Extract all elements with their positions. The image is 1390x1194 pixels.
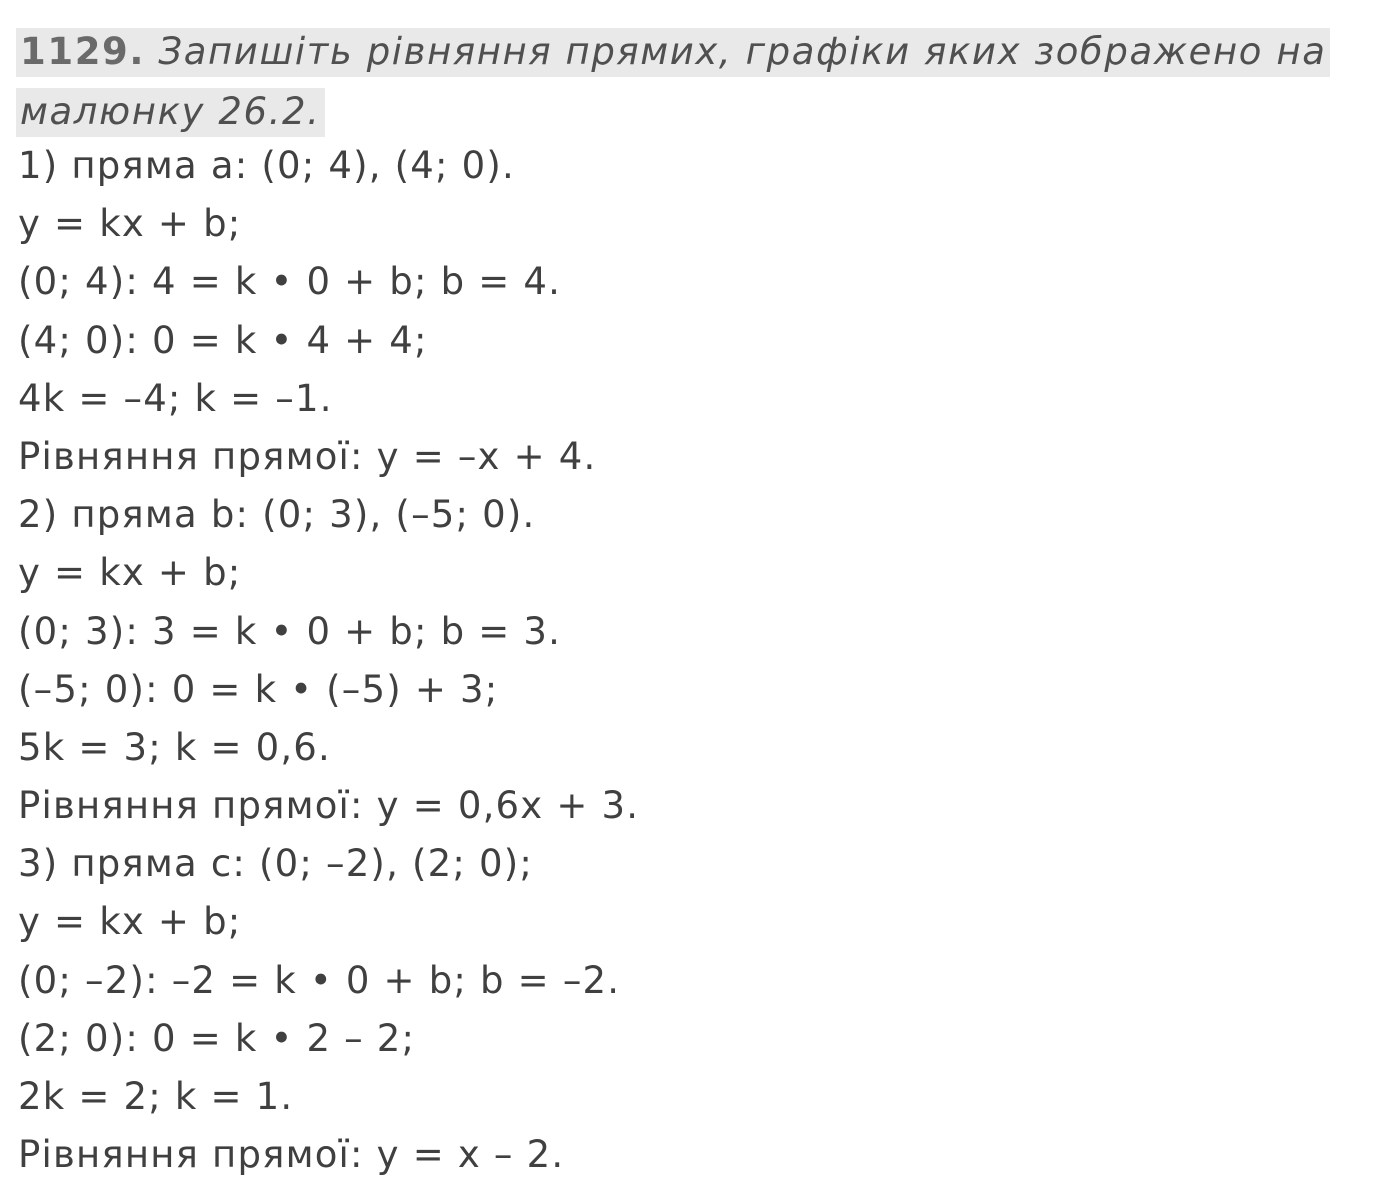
solution-line: Рівняння прямої: y = x – 2. bbox=[18, 1133, 565, 1177]
solution-line: 2k = 2; k = 1. bbox=[18, 1075, 294, 1118]
solution-line: (0; 4): 4 = k • 0 + b; b = 4. bbox=[18, 260, 562, 304]
solution-line: 4k = –4; k = –1. bbox=[18, 376, 333, 420]
task-header bbox=[16, 22, 1366, 142]
solution-line: 3) пряма c: (0; –2), (2; 0); bbox=[18, 842, 534, 886]
solution-line: 5k = 3; k = 0,6. bbox=[18, 725, 332, 769]
task-text: Запишіть рівняння прямих, графіки яких зображено на малюнку 26.2. bbox=[20, 30, 1327, 133]
solution-line: y = kx + b; bbox=[18, 900, 242, 944]
solution-line: Рівняння прямої: y = 0,6x + 3. bbox=[18, 784, 640, 828]
solution-line: y = kx + b; bbox=[18, 551, 242, 595]
solution-line: (0; –2): –2 = k • 0 + b; b = –2. bbox=[18, 958, 621, 1002]
solution-line: (2; 0): 0 = k • 2 – 2; bbox=[18, 1016, 416, 1060]
solution-lines bbox=[18, 137, 639, 1184]
solution-line: y = kx + b; bbox=[18, 202, 242, 246]
task-number: 1129. bbox=[20, 30, 146, 73]
solution-line: (4; 0): 0 = k • 4 + 4; bbox=[18, 318, 428, 362]
solution-line: 1) пряма a: (0; 4), (4; 0). bbox=[18, 144, 515, 187]
solution-line: (–5; 0): 0 = k • (–5) + 3; bbox=[18, 667, 499, 711]
solution-line: Рівняння прямої: y = –x + 4. bbox=[18, 434, 597, 478]
solution-line: 2) пряма b: (0; 3), (–5; 0). bbox=[18, 493, 536, 537]
solution-line: (0; 3): 3 = k • 0 + b; b = 3. bbox=[18, 609, 562, 653]
task-highlight bbox=[16, 28, 1330, 137]
